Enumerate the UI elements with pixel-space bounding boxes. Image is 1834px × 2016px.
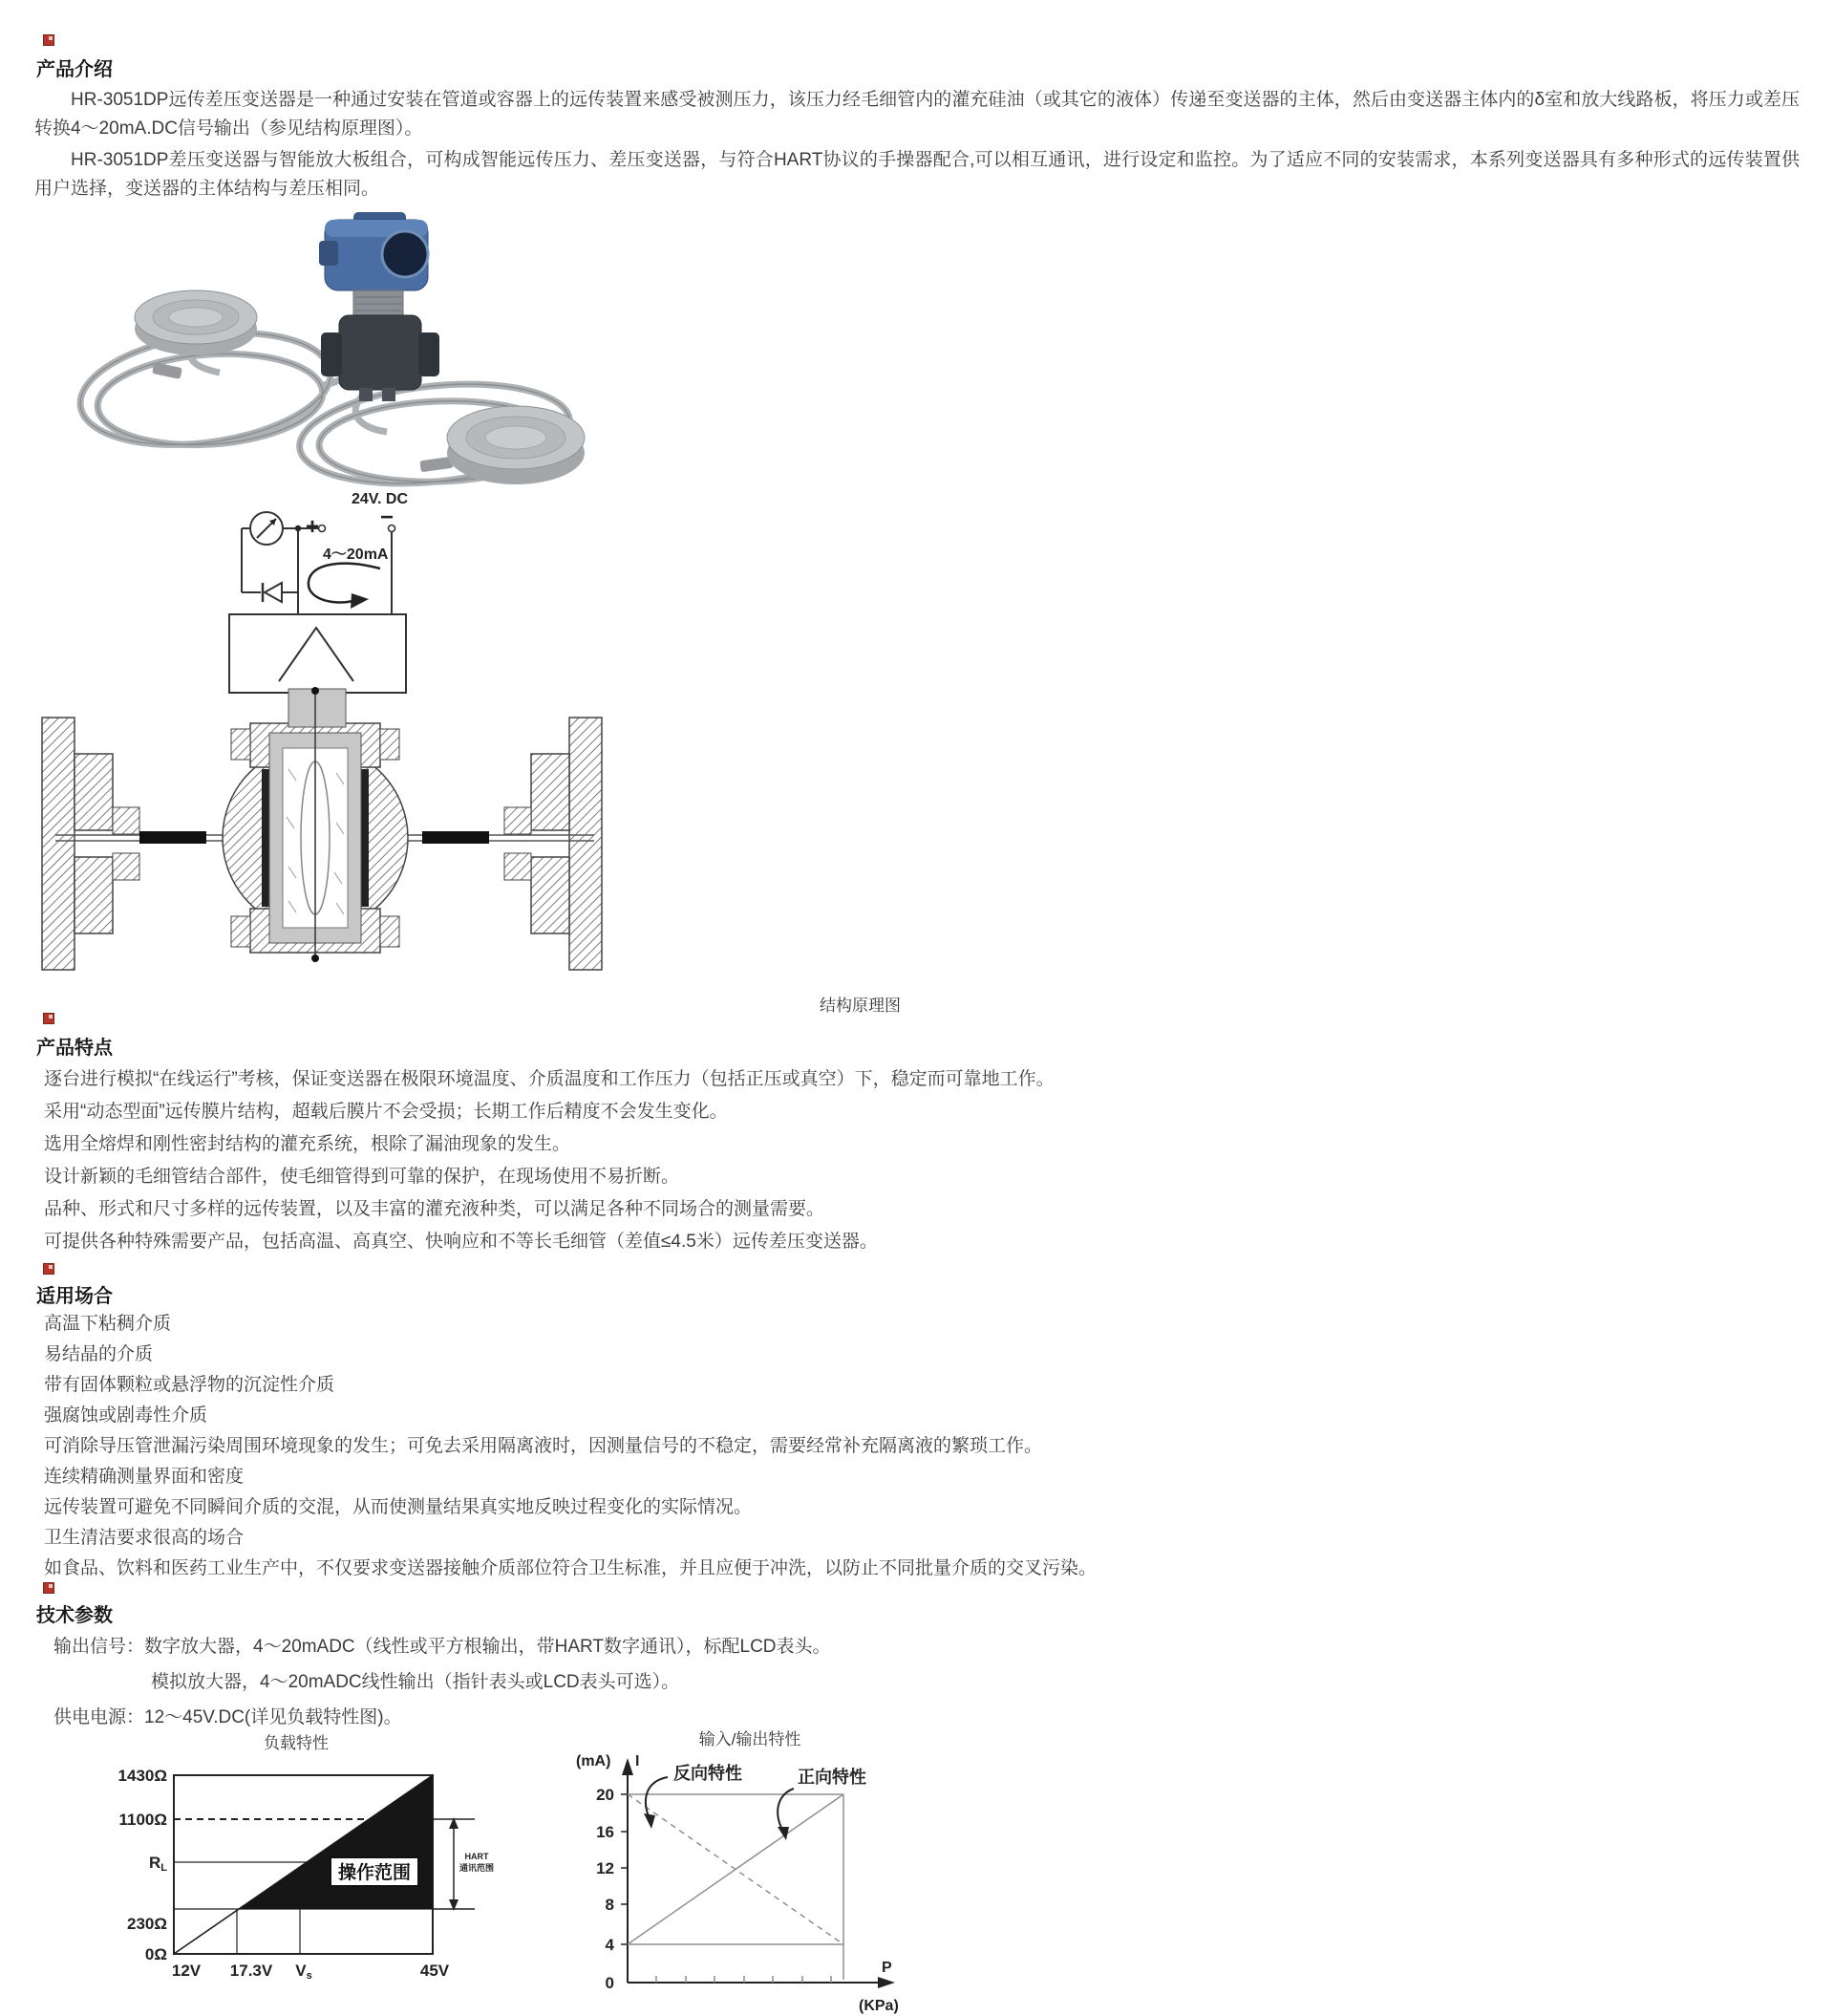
section-heading-tech: 技术参数 bbox=[36, 1605, 113, 1626]
capillary-fitting bbox=[152, 362, 182, 379]
section-heading-applications: 适用场合 bbox=[36, 1286, 113, 1307]
structure-diagram-figure bbox=[29, 483, 654, 979]
intro-paragraph: HR-3051DP远传差压变送器是一种通过安装在管道或容器上的远传装置来感受被测压力，该压力经毛细管内的灌充硅油（或其它的液体）传递至变送器的主体，然后由变送器主体内的δ室和放大线路板，将压力或差压转换4～20mA.DC信号输出（参见结构原理图）。 bbox=[34, 90, 1800, 139]
y-tick-label: 8 bbox=[605, 1896, 614, 1914]
section-heading-intro: 产品介绍 bbox=[36, 59, 113, 80]
x-axis-arrow-icon bbox=[878, 1977, 895, 1988]
section-marker-icon bbox=[43, 1263, 54, 1275]
product-photo bbox=[38, 212, 611, 489]
y-tick-label: 1100Ω bbox=[118, 1811, 167, 1829]
section-marker-icon bbox=[43, 34, 54, 46]
y-tick-label: 16 bbox=[596, 1823, 614, 1841]
tech-line: 输出信号：数字放大器，4～20mADC（线性或平方根输出，带HART数字通讯），标配LCD表头。 bbox=[53, 1637, 831, 1657]
y-tick-label: 230Ω bbox=[127, 1915, 167, 1933]
y-tick-label: 4 bbox=[605, 1936, 614, 1954]
y-axis-unit: (mA) bbox=[576, 1753, 611, 1769]
x-tick-label: 17.3V bbox=[229, 1962, 273, 1980]
y-tick-label: 0 bbox=[605, 1974, 614, 1992]
y-tick-label: 12 bbox=[596, 1859, 614, 1877]
list-item: 品种、形式和尺寸多样的远传装置，以及丰富的灌充液种类，可以满足各种不同场合的测量需要。 bbox=[44, 1199, 825, 1219]
list-item: 设计新颖的毛细管结合部件，使毛细管得到可靠的保护，在现场使用不易折断。 bbox=[44, 1167, 680, 1187]
amplifier-box bbox=[229, 614, 406, 693]
minus-sign: − bbox=[380, 504, 395, 530]
transmitter-head bbox=[319, 212, 428, 315]
io-chart bbox=[559, 1743, 941, 2016]
y-tick-label: 0Ω bbox=[144, 1945, 167, 1963]
current-range-label: 4～20mA bbox=[323, 547, 389, 563]
list-item: 高温下粘稠介质 bbox=[44, 1314, 172, 1334]
list-item: 如食品、饮料和医药工业生产中，不仅要求变送器接触介质部位符合卫生标准，并且应便于冲洗，以防止不同批量介质的交叉污染。 bbox=[44, 1558, 1098, 1578]
remote-seal-right bbox=[447, 406, 585, 484]
display-lens bbox=[382, 231, 428, 277]
supply-label: 24V. DC bbox=[352, 491, 408, 507]
section-heading-features: 产品特点 bbox=[36, 1038, 113, 1059]
diode-icon bbox=[263, 583, 282, 602]
list-item: 带有固体颗粒或悬浮物的沉淀性介质 bbox=[44, 1375, 335, 1395]
series-label-reverse: 反向特性 bbox=[673, 1764, 742, 1783]
current-loop-arrow bbox=[309, 564, 380, 603]
list-item: 远传装置可避免不同瞬间介质的交混，从而使测量结果真实地反映过程变化的实际情况。 bbox=[44, 1497, 753, 1517]
remote-seal-left bbox=[135, 290, 257, 355]
forward-annotation-arrow bbox=[778, 1789, 794, 1833]
list-item: 易结晶的介质 bbox=[44, 1344, 154, 1364]
plus-sign: + bbox=[306, 514, 320, 540]
series-label-forward: 正向特性 bbox=[798, 1768, 866, 1787]
list-item: 可消除导压管泄漏污染周围环境现象的发生；可免去采用隔离液时，因测量信号的不稳定，需要经常补充隔离液的繁琐工作。 bbox=[44, 1436, 1043, 1456]
y-tick-label: 20 bbox=[596, 1786, 614, 1804]
figure-caption: 结构原理图 bbox=[820, 997, 901, 1015]
x-tick-label: 45V bbox=[419, 1962, 450, 1980]
capsule-cross-section bbox=[42, 687, 602, 970]
terminal-plus bbox=[319, 525, 326, 532]
list-item: 连续精确测量界面和密度 bbox=[44, 1467, 245, 1487]
list-item: 可提供各种特殊需要产品，包括高温、高真空、快响应和不等长毛细管（差值≤4.5米）远传差压变送器。 bbox=[44, 1232, 878, 1252]
operating-region-label: 操作范围 bbox=[337, 1863, 412, 1883]
tech-line: 模拟放大器，4～20mADC线性输出（指针表头或LCD表头可选）。 bbox=[151, 1672, 680, 1692]
list-item: 卫生清洁要求很高的场合 bbox=[44, 1528, 245, 1548]
list-item: 采用“动态型面”远传膜片结构，超载后膜片不会受损；长期工作后精度不会发生变化。 bbox=[44, 1102, 728, 1122]
io-chart-title: 输入/输出特性 bbox=[698, 1730, 801, 1748]
hart-annotation-line1: HART bbox=[464, 1852, 489, 1861]
x-axis-symbol: P bbox=[882, 1960, 892, 1976]
section-marker-icon bbox=[43, 1582, 54, 1594]
current-loop-arrowhead-icon bbox=[351, 593, 369, 609]
feature-list bbox=[44, 1064, 1802, 1259]
list-item: 强腐蚀或剧毒性介质 bbox=[44, 1405, 208, 1426]
tech-parameter-list bbox=[53, 1632, 1811, 1738]
x-tick-label: 12V bbox=[171, 1962, 202, 1980]
y-tick-label: RL bbox=[148, 1854, 167, 1874]
load-chart-title: 负载特性 bbox=[264, 1734, 329, 1752]
section-marker-icon bbox=[43, 1013, 54, 1024]
wire-junction bbox=[295, 525, 301, 531]
load-chart bbox=[91, 1766, 521, 2005]
x-axis-unit: (KPa) bbox=[859, 1998, 899, 2014]
application-list bbox=[44, 1309, 1802, 1584]
y-axis-arrow-icon bbox=[622, 1758, 633, 1775]
intro-paragraph: HR-3051DP差压变送器与智能放大板组合，可构成智能远传压力、差压变送器，与符合HART协议的手操器配合,可以相互通讯，进行设定和监控。为了适应不同的安装需求，本系列变送器具有多种形式的远传装置供用户选择，变送器的主体结构与差压相同。 bbox=[34, 150, 1800, 199]
hart-annotation-line2: 通讯范围 bbox=[458, 1863, 495, 1873]
y-axis-symbol: I bbox=[635, 1753, 640, 1769]
reverse-annotation-arrow bbox=[646, 1777, 668, 1819]
list-item: 逐台进行模拟“在线运行”考核，保证变送器在极限环境温度、介质温度和工作压力（包括正压或真空）下，稳定而可靠地工作。 bbox=[44, 1069, 1055, 1089]
tech-line: 供电电源：12～45V.DC(详见负载特性图)。 bbox=[53, 1707, 402, 1727]
list-item: 选用全熔焊和刚性密封结构的灌充系统，根除了漏油现象的发生。 bbox=[44, 1134, 571, 1154]
x-tick-label: Vs bbox=[295, 1962, 312, 1982]
y-tick-label: 1430Ω bbox=[117, 1767, 167, 1785]
